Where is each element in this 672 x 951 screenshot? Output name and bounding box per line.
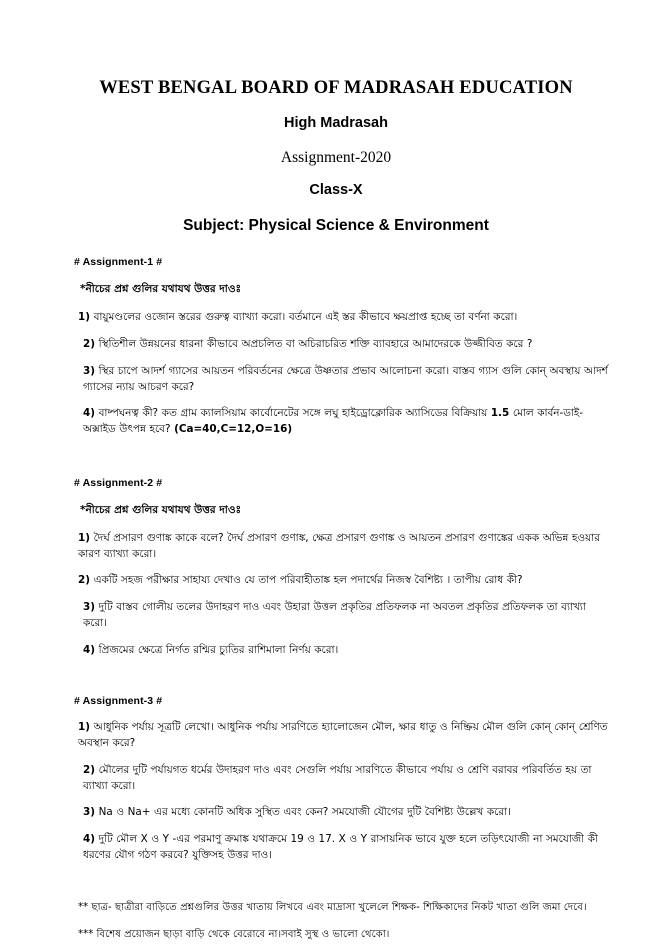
section-heading-3: # Assignment-3 # [74,694,163,707]
question-number: 3) [83,806,95,819]
section-instruction-1: *নীচের প্রশ্ন গুলির যথাযথ উত্তর দাওঃ [80,282,242,295]
question-text-tail: মোল কার্বন-ডাই-অক্সাইড উৎপন্ন হবে? [83,407,584,436]
question-item [78,720,610,752]
question-item [78,600,610,632]
question-text: স্থিতিশীল উন্নয়নের ধারনা কীভাবে অপ্রচলিত বা অচিরাচরিত শক্তি ব্যাবহারে আমাদেরকে উজ্জীবিত করে ? [98,337,533,350]
question-text: দৈর্ঘ প্রসারণ গুণাঙ্ক কাকে বলে? দৈর্ঘ প্রসারণ গুণাঙ্ক, ক্ষেত্র প্রসারণ গুণাঙ্ক ও আয়তন প্রসারণ গুণাঙ্কের একক অভিন্ন হওয়ার কারণ ব্যাখ্যা করো। [78,531,600,560]
page-title: WEST BENGAL BOARD OF MADRASAH EDUCATION [99,78,573,98]
question-item [78,310,610,326]
question-text: একটি সহজ পরীক্ষার সাহায্য দেখাও যে তাপ পরিবাহীতাঙ্ক হল পদার্থের নিজস্ব বৈশিষ্ট্য । তাপীয় রোধ কী? [93,574,523,587]
assignment-section-3 [74,694,610,864]
subject-label: Subject: Physical Science & Environment [183,217,489,235]
footer-note: ** ছাত্র- ছাত্রীরা বাড়িতে প্রশ্নগুলির উত্তর খাতায় লিখবে এবং মাদ্রাসা খুলে‌লে শিক্ষক- শিক্ষিকাদের নিকট খাতা গুলি জমা দেবে। [78,901,587,913]
question-text: দুটি বাস্তব গোলীয় তলের উদাহরণ দাও এবং উহারা উত্তল প্রকৃতির প্রতিফলক না অবতল প্রকৃতির প্রতিফলক তা ব্যাখ্যা করো। [83,601,586,629]
section-heading-1: # Assignment-1 # [74,256,163,269]
question-text: দুটি মৌল X ও Y -এর পরমাণু ক্রমাঙ্ক যথাক্রমে 19 ও 17. X ও Y রাসায়নিক ভাবে যুক্ত হলে তড়িৎযোজী না সমযোজী কী ধরণের যৌগ গঠণ করবে? যুক্তিসহ উত্তর দাও। [83,833,598,862]
question-number: 4) [83,407,95,420]
document-body [0,256,672,942]
question-item [78,364,610,396]
question-number: 2) [83,337,95,350]
question-item [78,805,610,821]
question-number: 2) [78,574,90,587]
question-number: 4) [83,643,95,656]
chemistry-formula: (Ca=40,C=12,O=16) [174,423,293,436]
question-item [78,531,610,563]
footer-note: *** বিশেষ প্রয়োজন ছাড়া বাড়ি থেকে বেরোবে না।সবাই সুস্থ ও ভালো থেকো। [78,929,390,941]
question-number: 4) [83,833,95,846]
question-text: Na ও Na+ এর মধ্যে কোনটি অধিক সুস্থিত এবং কেন? সমযোজী যৌগের দুটি বৈশিষ্ট্য উল্লেখ করো। [98,806,511,819]
assignment-year: Assignment-2020 [280,149,392,167]
question-number: 2) [83,763,95,776]
question-text: আধুনিক পর্যায় সূত্রটি লেখো। আধুনিক পর্যায় সারণিতে হ্যালোজেন মৌল, ক্ষার ধাতু ও নিষ্ক্রিয় মৌল গুলি কোন্ কোন্ শ্রেণিত অবস্থান করে? [78,721,608,749]
question-value: 1.5 [490,407,510,420]
document-header [0,0,672,234]
question-number: 1) [78,721,90,734]
class-label: Class-X [309,182,363,199]
question-text: প্রিজমের ক্ষেত্রে নির্গত রশ্মির চ্যুতির রাশিমালা নির্ণয় করো। [98,643,339,656]
question-text: স্থির চাপে আদর্শ গ্যাসের আয়তন পরিবর্তনের ক্ষেত্রে উষ্ণতার প্রভাব আলোচনা করো। বাস্তব গ্যাস গুলি কোন্ অবস্থায় আদর্শ গ্যাসের ন্যায় আচরণ করে? [83,364,608,393]
section-heading-2: # Assignment-2 # [74,476,163,489]
institution-title: High Madrasah [284,115,388,132]
assignment-section-2 [74,476,610,659]
question-text: মৌলের দুটি পর্যায়গত ধর্মের উদাহরণ দাও এবং সেগুলি পর্যায় সারণিতে কীভাবে পর্যায় ও শ্রেণি বরাবর পরিবর্তিত হয় তা ব্যাখ্যা করো। [83,763,592,792]
assignment-section-1 [74,256,610,438]
question-number: 3) [83,364,95,377]
question-number: 1) [78,531,90,544]
document-footer [78,900,610,943]
question-item [78,337,610,353]
question-item [78,406,610,438]
question-item [78,832,610,864]
question-text: বায়ুমণ্ডলের ওজোন স্তরের গুরুত্ব ব্যাখ্যা করো। বর্তমানে এই স্তর কীভাবে ক্ষয়প্রাপ্ত হচ্ছে তা বর্ণনা করো। [93,311,518,324]
question-number: 3) [83,601,95,614]
question-number: 1) [78,311,90,324]
question-item [78,763,610,795]
question-text: বাষ্পঘনত্ব কী? কত গ্রাম ক্যালসিয়াম কার্বোনেটের সঙ্গে লঘু হাইড্রোক্লোরিক অ্যাসিডের বিক্রিয়ায় [98,407,491,420]
question-item [78,643,610,659]
question-item [78,573,610,589]
section-instruction-2: *নীচের প্রশ্ন গুলির যথাযথ উত্তর দাওঃ [80,503,242,516]
